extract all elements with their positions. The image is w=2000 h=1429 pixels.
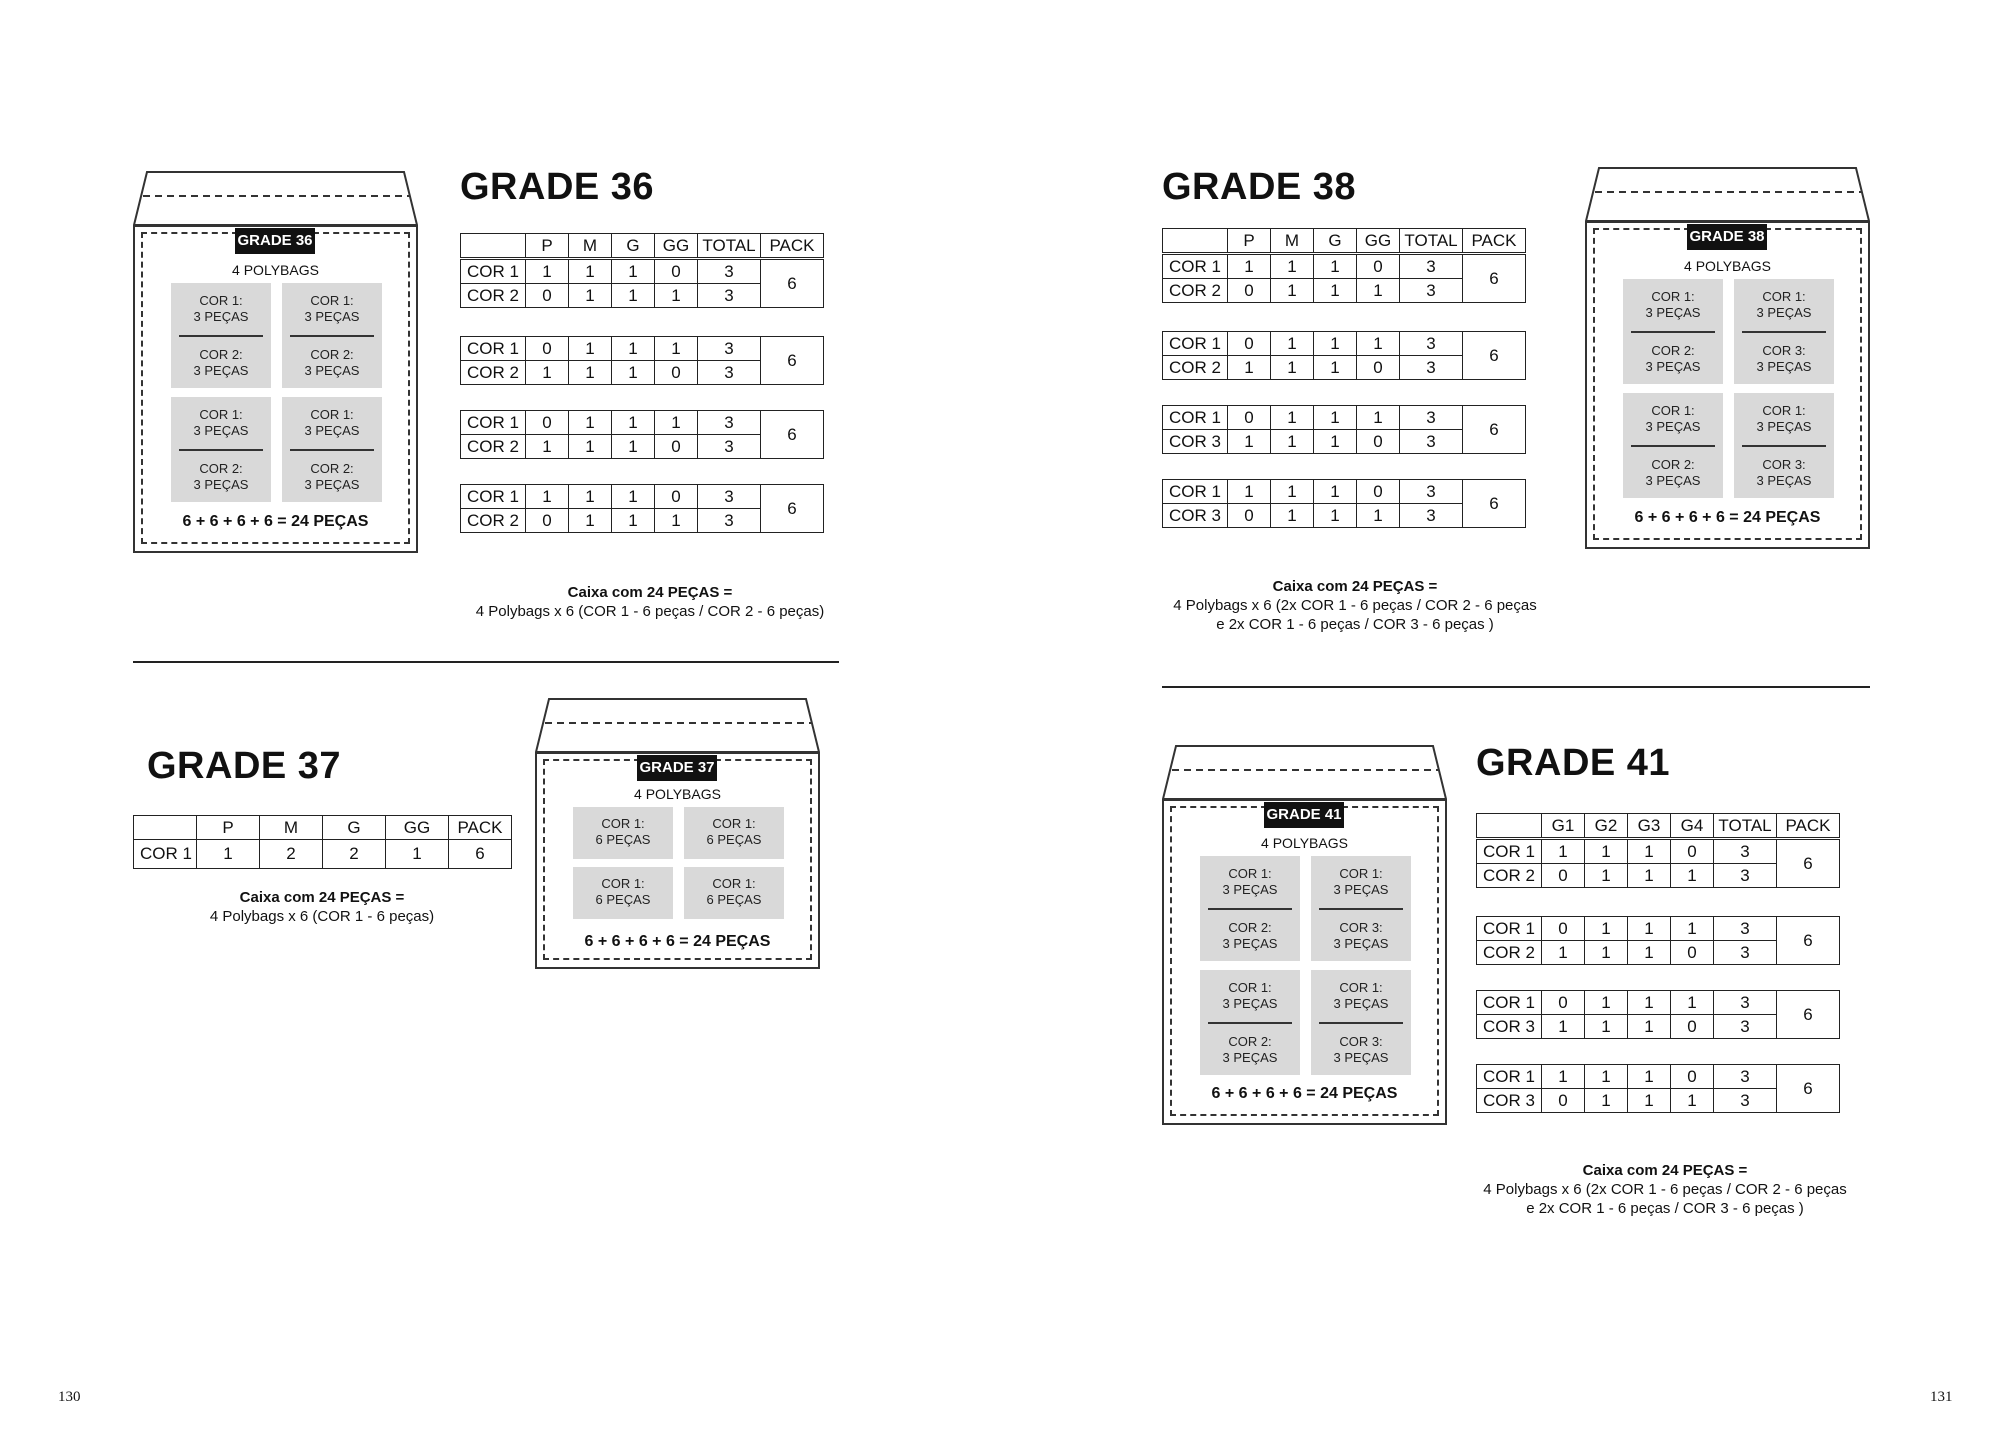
polybag-box-grade-41 bbox=[1162, 744, 1447, 1125]
size-table-block: COR 1 1 1 1 0 3 6 COR 2 0 1 1 1 3 bbox=[460, 259, 824, 308]
box-flap-icon bbox=[1162, 744, 1447, 800]
polybag-tile: COR 1: 3 PEÇAS COR 2: 3 PEÇAS bbox=[1623, 393, 1723, 498]
polybag-tile: COR 1: 3 PEÇAS COR 2: 3 PEÇAS bbox=[282, 283, 382, 388]
bag-subtitle: 4 POLYBAGS bbox=[634, 786, 721, 802]
page-number-right: 131 bbox=[1930, 1389, 1953, 1405]
box-caption-grade-37: Caixa com 24 PEÇAS = 4 Polybags x 6 (COR 1 - 6 peças) bbox=[209, 889, 435, 925]
bag-label: GRADE 38 bbox=[1687, 224, 1767, 250]
polybag-tile: COR 1: 3 PEÇAS COR 3: 3 PEÇAS bbox=[1734, 393, 1834, 498]
polybag-tile: COR 1: 6 PEÇAS bbox=[573, 807, 673, 859]
size-table-block: COR 1 0 1 1 1 3 6 COR 2 1 1 1 0 3 bbox=[460, 336, 824, 385]
polybag-tile: COR 1: 6 PEÇAS bbox=[573, 867, 673, 919]
section-divider bbox=[1162, 686, 1870, 688]
polybag-tile: COR 1: 6 PEÇAS bbox=[684, 867, 784, 919]
polybag-tile: COR 1: 3 PEÇAS COR 3: 3 PEÇAS bbox=[1734, 279, 1834, 384]
section-divider bbox=[133, 661, 839, 663]
box-flap-icon bbox=[535, 697, 820, 753]
size-table-block: COR 1 1 1 1 0 3 6 COR 2 0 1 1 1 3 bbox=[1476, 839, 1840, 888]
polybag-tile: COR 1: 3 PEÇAS COR 3: 3 PEÇAS bbox=[1311, 856, 1411, 961]
box-caption-grade-41: Caixa com 24 PEÇAS = 4 Polybags x 6 (2x COR 1 - 6 peças / COR 2 - 6 peças e 2x COR 1 - 6 peças / COR 3 - 6 peças ) bbox=[1483, 1162, 1847, 1217]
bag-total: 6 + 6 + 6 + 6 = 24 PEÇAS bbox=[584, 933, 771, 950]
size-table-block: COR 1 1 1 1 0 3 6 COR 2 0 1 1 1 3 bbox=[1162, 254, 1526, 303]
polybag-tile: COR 1: 3 PEÇAS COR 2: 3 PEÇAS bbox=[1623, 279, 1723, 384]
size-table-block: COR 1 0 1 1 1 3 6 COR 3 1 1 1 0 3 bbox=[1476, 990, 1840, 1039]
bag-label: GRADE 37 bbox=[637, 755, 717, 781]
page-number-left: 130 bbox=[58, 1389, 81, 1405]
size-table-header: P M G GG TOTAL PACK bbox=[1162, 228, 1526, 253]
bag-subtitle: 4 POLYBAGS bbox=[1261, 835, 1348, 851]
size-table-block: COR 1 1 1 1 0 3 6 COR 3 0 1 1 1 3 bbox=[1162, 479, 1526, 528]
polybag-tile: COR 1: 3 PEÇAS COR 3: 3 PEÇAS bbox=[1311, 970, 1411, 1075]
section-title-grade-38: GRADE 38 bbox=[1162, 166, 1357, 208]
polybag-box-grade-37 bbox=[535, 697, 820, 969]
size-table-block: COR 1 1 1 1 0 3 6 COR 3 0 1 1 1 3 bbox=[1476, 1064, 1840, 1113]
polybag-tile: COR 1: 6 PEÇAS bbox=[684, 807, 784, 859]
polybag-tile: COR 1: 3 PEÇAS COR 2: 3 PEÇAS bbox=[282, 397, 382, 502]
size-table-header: P M G GG TOTAL PACK bbox=[460, 233, 824, 258]
size-table-block: COR 1 0 1 1 1 3 6 COR 2 1 1 1 0 3 bbox=[1162, 331, 1526, 380]
size-table-block: COR 1 0 1 1 1 3 6 COR 2 1 1 1 0 3 bbox=[460, 410, 824, 459]
box-flap-icon bbox=[133, 170, 418, 226]
polybag-tile: COR 1: 3 PEÇAS COR 2: 3 PEÇAS bbox=[1200, 970, 1300, 1075]
size-table-grade-37: P M G GG PACK COR 1 1 2 2 1 6 bbox=[133, 815, 512, 869]
size-table-block: COR 1 0 1 1 1 3 6 COR 2 1 1 1 0 3 bbox=[1476, 916, 1840, 965]
box-caption-grade-38: Caixa com 24 PEÇAS = 4 Polybags x 6 (2x COR 1 - 6 peças / COR 2 - 6 peças e 2x COR 1 - 6 peças / COR 3 - 6 peças ) bbox=[1173, 578, 1537, 633]
bag-subtitle: 4 POLYBAGS bbox=[232, 262, 319, 278]
box-flap-icon bbox=[1585, 166, 1870, 222]
polybag-box-grade-36 bbox=[133, 170, 418, 553]
bag-label: GRADE 36 bbox=[235, 228, 315, 254]
polybag-tile: COR 1: 3 PEÇAS COR 2: 3 PEÇAS bbox=[171, 283, 271, 388]
size-table-header: G1 G2 G3 G4 TOTAL PACK bbox=[1476, 813, 1840, 838]
section-title-grade-37: GRADE 37 bbox=[147, 745, 342, 787]
section-title-grade-41: GRADE 41 bbox=[1476, 742, 1671, 784]
box-caption-grade-36: Caixa com 24 PEÇAS = 4 Polybags x 6 (COR 1 - 6 peças / COR 2 - 6 peças) bbox=[475, 584, 825, 620]
polybag-tile: COR 1: 3 PEÇAS COR 2: 3 PEÇAS bbox=[171, 397, 271, 502]
bag-total: 6 + 6 + 6 + 6 = 24 PEÇAS bbox=[182, 513, 369, 530]
bag-subtitle: 4 POLYBAGS bbox=[1684, 258, 1771, 274]
bag-total: 6 + 6 + 6 + 6 = 24 PEÇAS bbox=[1211, 1085, 1398, 1102]
polybag-box-grade-38 bbox=[1585, 166, 1870, 549]
bag-label: GRADE 41 bbox=[1264, 802, 1344, 828]
section-title-grade-36: GRADE 36 bbox=[460, 166, 655, 208]
bag-total: 6 + 6 + 6 + 6 = 24 PEÇAS bbox=[1634, 509, 1821, 526]
size-table-block: COR 1 1 1 1 0 3 6 COR 2 0 1 1 1 3 bbox=[460, 484, 824, 533]
polybag-tile: COR 1: 3 PEÇAS COR 2: 3 PEÇAS bbox=[1200, 856, 1300, 961]
size-table-block: COR 1 0 1 1 1 3 6 COR 3 1 1 1 0 3 bbox=[1162, 405, 1526, 454]
